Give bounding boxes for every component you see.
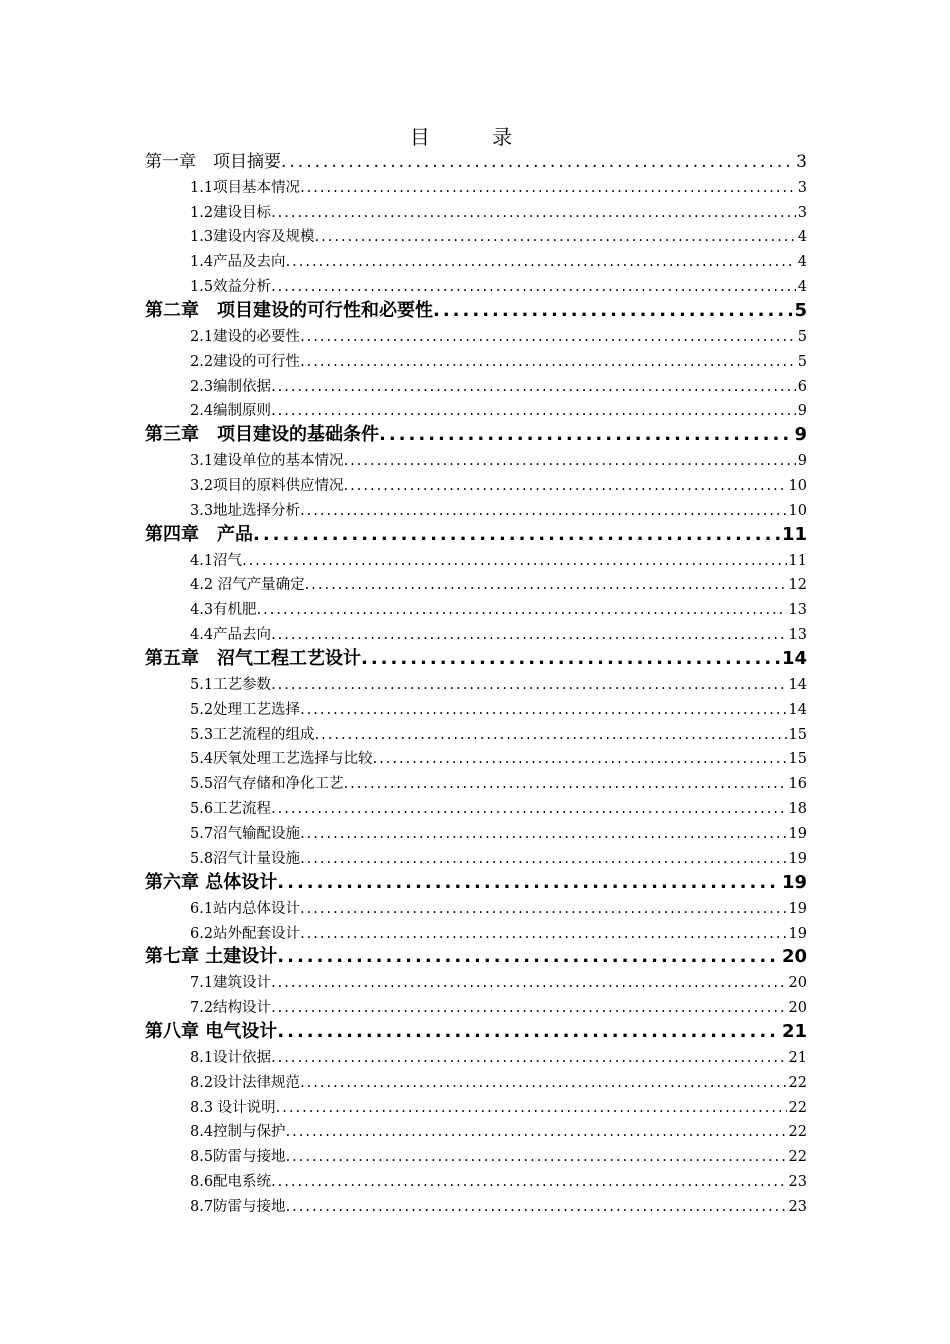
toc-entry-label: 8.4控制与保护 bbox=[190, 1124, 286, 1141]
toc-entry-label: 2.4编制原则 bbox=[190, 403, 272, 420]
toc-dot-leader bbox=[300, 899, 786, 920]
toc-page-number: 18 bbox=[788, 801, 807, 818]
toc-entry-label: 第二章 项目建设的可行性和必要性 bbox=[145, 300, 433, 322]
toc-section-entry[interactable] bbox=[145, 895, 807, 920]
table-of-contents bbox=[145, 149, 807, 1218]
toc-entry-label: 5.7沼气输配设施 bbox=[190, 826, 301, 843]
toc-section-entry[interactable] bbox=[145, 820, 807, 845]
toc-entry-label: 第八章 电气设计 bbox=[145, 1020, 278, 1042]
toc-dot-leader bbox=[271, 1172, 786, 1193]
toc-chapter-entry[interactable] bbox=[145, 298, 807, 323]
toc-dot-leader bbox=[344, 774, 787, 795]
toc-section-entry[interactable] bbox=[145, 398, 807, 423]
toc-page-number: 10 bbox=[788, 478, 807, 495]
toc-entry-label: 6.2站外配套设计 bbox=[190, 925, 301, 942]
toc-section-entry[interactable] bbox=[145, 845, 807, 870]
toc-page-number: 23 bbox=[788, 1174, 807, 1191]
toc-section-entry[interactable] bbox=[145, 994, 807, 1019]
toc-entry-label: 2.1建设的必要性 bbox=[190, 328, 301, 345]
toc-dot-leader bbox=[300, 849, 786, 870]
toc-entry-label: 1.2建设目标 bbox=[190, 204, 272, 221]
toc-chapter-entry[interactable] bbox=[145, 522, 807, 547]
toc-section-entry[interactable] bbox=[145, 199, 807, 224]
toc-page-number: 5 bbox=[797, 328, 807, 345]
toc-page-number: 5 bbox=[797, 353, 807, 370]
toc-dot-leader bbox=[277, 1021, 780, 1044]
toc-dot-leader bbox=[281, 151, 794, 174]
toc-entry-label: 1.3建设内容及规模 bbox=[190, 229, 315, 246]
toc-entry-label: 7.2结构设计 bbox=[190, 1000, 272, 1017]
toc-dot-leader bbox=[277, 872, 780, 895]
toc-chapter-entry[interactable] bbox=[145, 149, 807, 174]
toc-dot-leader bbox=[286, 1197, 787, 1218]
toc-chapter-entry[interactable] bbox=[145, 870, 807, 895]
toc-section-entry[interactable] bbox=[145, 596, 807, 621]
toc-entry-label: 第三章 项目建设的基础条件 bbox=[145, 424, 379, 446]
toc-section-entry[interactable] bbox=[145, 273, 807, 298]
toc-page-number: 19 bbox=[788, 850, 807, 867]
toc-entry-label: 4.4产品去向 bbox=[190, 627, 272, 644]
toc-page-number: 22 bbox=[788, 1124, 807, 1141]
toc-dot-leader bbox=[271, 277, 796, 298]
toc-section-entry[interactable] bbox=[145, 348, 807, 373]
toc-entry-label: 3.3地址选择分析 bbox=[190, 502, 301, 519]
toc-dot-leader bbox=[286, 1147, 787, 1168]
toc-entry-label: 6.1站内总体设计 bbox=[190, 900, 301, 917]
toc-title: 目 录 bbox=[409, 125, 541, 149]
toc-section-entry[interactable] bbox=[145, 1193, 807, 1218]
toc-section-entry[interactable] bbox=[145, 746, 807, 771]
toc-dot-leader bbox=[373, 749, 787, 770]
toc-section-entry[interactable] bbox=[145, 1094, 807, 1119]
toc-page-number: 14 bbox=[781, 648, 807, 670]
toc-section-entry[interactable] bbox=[145, 1119, 807, 1144]
toc-dot-leader bbox=[257, 600, 787, 621]
toc-section-entry[interactable] bbox=[145, 1044, 807, 1069]
toc-entry-label: 3.2项目的原料供应情况 bbox=[190, 478, 344, 495]
toc-dot-leader bbox=[344, 451, 796, 472]
toc-section-entry[interactable] bbox=[145, 248, 807, 273]
toc-section-entry[interactable] bbox=[145, 770, 807, 795]
toc-page-number: 20 bbox=[788, 1000, 807, 1017]
toc-dot-leader bbox=[271, 401, 796, 422]
toc-entry-label: 1.5效益分析 bbox=[190, 279, 272, 296]
toc-section-entry[interactable] bbox=[145, 671, 807, 696]
toc-dot-leader bbox=[300, 824, 786, 845]
toc-entry-label: 1.1项目基本情况 bbox=[190, 179, 301, 196]
toc-page-number: 9 bbox=[794, 424, 807, 446]
toc-entry-label: 5.2处理工艺选择 bbox=[190, 701, 301, 718]
toc-page-number: 3 bbox=[797, 204, 807, 221]
toc-dot-leader bbox=[271, 799, 786, 820]
toc-dot-leader bbox=[315, 227, 796, 248]
toc-dot-leader bbox=[300, 327, 796, 348]
toc-entry-label: 第一章 项目摘要 bbox=[145, 151, 281, 172]
toc-dot-leader bbox=[271, 625, 786, 646]
toc-section-entry[interactable] bbox=[145, 721, 807, 746]
toc-page-number: 5 bbox=[794, 300, 807, 322]
toc-section-entry[interactable] bbox=[145, 1143, 807, 1168]
toc-entry-label: 5.4厌氧处理工艺选择与比较 bbox=[190, 751, 373, 768]
toc-page-number: 4 bbox=[797, 279, 807, 296]
toc-section-entry[interactable] bbox=[145, 547, 807, 572]
toc-chapter-entry[interactable] bbox=[145, 945, 807, 970]
toc-page-number: 16 bbox=[788, 776, 807, 793]
toc-dot-leader bbox=[305, 575, 787, 596]
toc-page-number: 22 bbox=[788, 1074, 807, 1091]
toc-dot-leader bbox=[271, 973, 786, 994]
toc-page-number: 21 bbox=[781, 1020, 807, 1042]
toc-dot-leader bbox=[344, 476, 787, 497]
toc-section-entry[interactable] bbox=[145, 920, 807, 945]
toc-entry-label: 2.2建设的可行性 bbox=[190, 353, 301, 370]
toc-section-entry[interactable] bbox=[145, 572, 807, 597]
toc-entry-label: 8.7防雷与接地 bbox=[190, 1198, 286, 1215]
toc-dot-leader bbox=[361, 648, 780, 671]
toc-entry-label: 5.1工艺参数 bbox=[190, 676, 272, 693]
toc-entry-label: 8.1设计依据 bbox=[190, 1049, 272, 1066]
toc-entry-label: 第四章 产品 bbox=[145, 523, 253, 545]
toc-page-number: 23 bbox=[788, 1198, 807, 1215]
toc-page-number: 11 bbox=[788, 552, 807, 569]
toc-entry-label: 2.3编制依据 bbox=[190, 378, 272, 395]
toc-page-number: 15 bbox=[788, 726, 807, 743]
toc-page-number: 19 bbox=[788, 900, 807, 917]
toc-dot-leader bbox=[276, 1098, 787, 1119]
toc-entry-label: 4.2 沼气产量确定 bbox=[190, 577, 305, 594]
toc-dot-leader bbox=[300, 352, 796, 373]
toc-page-number: 6 bbox=[797, 378, 807, 395]
toc-page-number: 10 bbox=[788, 502, 807, 519]
toc-page-number: 15 bbox=[788, 751, 807, 768]
toc-entry-label: 第六章 总体设计 bbox=[145, 871, 278, 893]
toc-dot-leader bbox=[433, 300, 792, 323]
toc-chapter-entry[interactable] bbox=[145, 646, 807, 671]
toc-chapter-entry[interactable] bbox=[145, 1019, 807, 1044]
toc-entry-label: 5.8沼气计量设施 bbox=[190, 850, 301, 867]
toc-entry-label: 第五章 沼气工程工艺设计 bbox=[145, 648, 361, 670]
toc-chapter-entry[interactable] bbox=[145, 422, 807, 447]
toc-dot-leader bbox=[271, 998, 786, 1019]
toc-entry-label: 8.3 设计说明 bbox=[190, 1099, 276, 1116]
toc-dot-leader bbox=[379, 424, 792, 447]
toc-section-entry[interactable] bbox=[145, 323, 807, 348]
toc-dot-leader bbox=[300, 501, 786, 522]
toc-page-number: 19 bbox=[781, 871, 807, 893]
toc-dot-leader bbox=[286, 1122, 787, 1143]
toc-dot-leader bbox=[242, 551, 786, 572]
toc-dot-leader bbox=[271, 675, 786, 696]
toc-dot-leader bbox=[271, 203, 796, 224]
toc-page-number: 21 bbox=[788, 1049, 807, 1066]
toc-section-entry[interactable] bbox=[145, 447, 807, 472]
toc-entry-label: 5.3工艺流程的组成 bbox=[190, 726, 315, 743]
toc-page-number: 20 bbox=[781, 946, 807, 968]
toc-section-entry[interactable] bbox=[145, 174, 807, 199]
toc-page-number: 20 bbox=[788, 975, 807, 992]
toc-dot-leader bbox=[286, 252, 796, 273]
toc-section-entry[interactable] bbox=[145, 696, 807, 721]
toc-dot-leader bbox=[315, 725, 787, 746]
toc-entry-label: 4.3有机肥 bbox=[190, 602, 257, 619]
toc-section-entry[interactable] bbox=[145, 795, 807, 820]
toc-section-entry[interactable] bbox=[145, 373, 807, 398]
toc-entry-label: 8.6配电系统 bbox=[190, 1174, 272, 1191]
toc-section-entry[interactable] bbox=[145, 224, 807, 249]
toc-entry-label: 7.1建筑设计 bbox=[190, 975, 272, 992]
toc-page-number: 9 bbox=[797, 403, 807, 420]
toc-page-number: 4 bbox=[797, 229, 807, 246]
toc-section-entry[interactable] bbox=[145, 1168, 807, 1193]
toc-page-number: 12 bbox=[788, 577, 807, 594]
toc-page-number: 9 bbox=[797, 453, 807, 470]
toc-entry-label: 3.1建设单位的基本情况 bbox=[190, 453, 344, 470]
toc-page-number: 13 bbox=[788, 627, 807, 644]
toc-page-number: 19 bbox=[788, 925, 807, 942]
toc-page-number: 3 bbox=[797, 179, 807, 196]
toc-page-number: 13 bbox=[788, 602, 807, 619]
toc-section-entry[interactable] bbox=[145, 1069, 807, 1094]
toc-page-number: 14 bbox=[788, 676, 807, 693]
toc-entry-label: 4.1沼气 bbox=[190, 552, 243, 569]
toc-dot-leader bbox=[300, 178, 796, 199]
toc-dot-leader bbox=[277, 946, 780, 969]
toc-dot-leader bbox=[300, 1073, 786, 1094]
toc-dot-leader bbox=[271, 377, 796, 398]
toc-page-number: 3 bbox=[796, 151, 807, 172]
toc-page-number: 11 bbox=[781, 523, 807, 545]
toc-page-number: 22 bbox=[788, 1099, 807, 1116]
toc-dot-leader bbox=[253, 524, 780, 547]
toc-section-entry[interactable] bbox=[145, 969, 807, 994]
toc-page-number: 4 bbox=[797, 254, 807, 271]
toc-entry-label: 8.2设计法律规范 bbox=[190, 1074, 301, 1091]
toc-dot-leader bbox=[300, 924, 786, 945]
toc-entry-label: 5.5沼气存储和净化工艺 bbox=[190, 776, 344, 793]
toc-page-number: 19 bbox=[788, 826, 807, 843]
toc-dot-leader bbox=[300, 700, 786, 721]
toc-entry-label: 第七章 土建设计 bbox=[145, 946, 278, 968]
toc-dot-leader bbox=[271, 1048, 786, 1069]
toc-section-entry[interactable] bbox=[145, 472, 807, 497]
toc-entry-label: 8.5防雷与接地 bbox=[190, 1149, 286, 1166]
toc-entry-label: 1.4产品及去向 bbox=[190, 254, 286, 271]
toc-section-entry[interactable] bbox=[145, 621, 807, 646]
toc-page-number: 22 bbox=[788, 1149, 807, 1166]
toc-entry-label: 5.6工艺流程 bbox=[190, 801, 272, 818]
toc-page-number: 14 bbox=[788, 701, 807, 718]
toc-section-entry[interactable] bbox=[145, 497, 807, 522]
